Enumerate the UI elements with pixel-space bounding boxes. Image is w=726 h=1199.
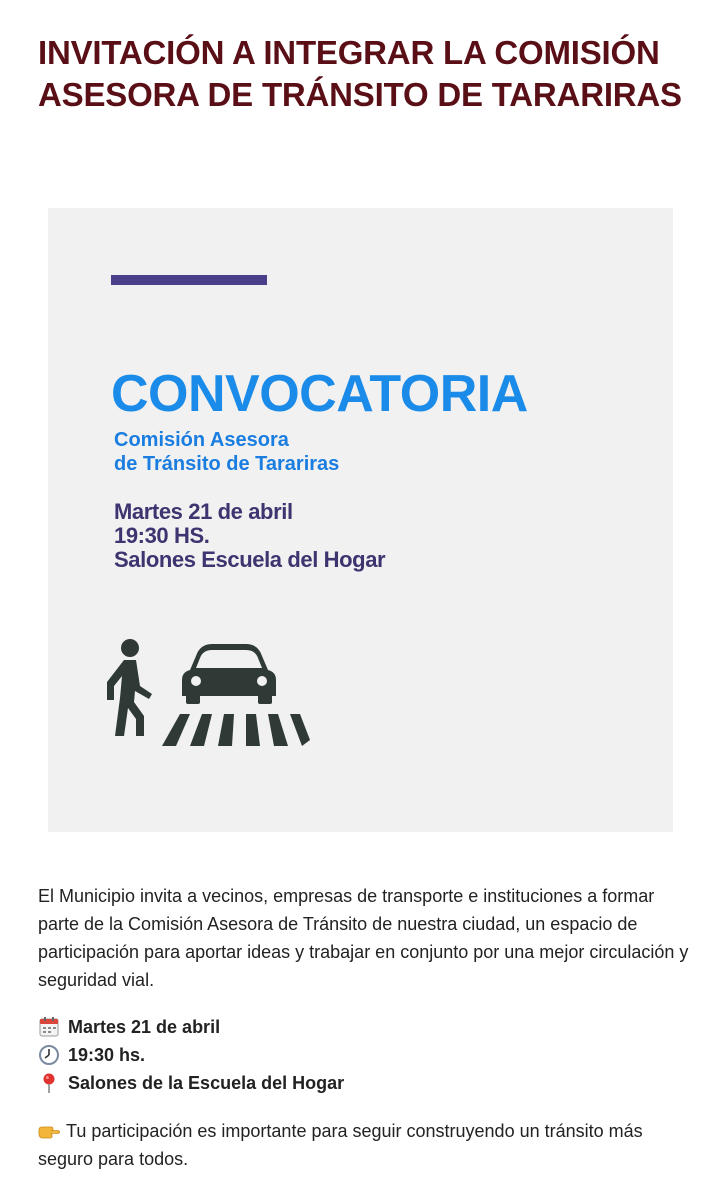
pointing-hand-icon	[38, 1122, 60, 1140]
poster-subtitle-line-1: Comisión Asesora	[114, 429, 289, 451]
poster-time: 19:30 HS.	[114, 523, 210, 548]
event-details	[38, 1013, 693, 1097]
event-date-line	[38, 1013, 693, 1041]
closing-sentence: Tu participación es importante para seguir construyendo un tránsito más seguro para todos.	[38, 1121, 643, 1169]
traffic-illustration	[100, 636, 310, 748]
event-poster	[48, 208, 673, 832]
pedestrian-icon	[107, 639, 152, 736]
poster-accent-bar	[111, 275, 267, 285]
page-title: INVITACIÓN A INTEGRAR LA COMISIÓN ASESORA DE TRÁNSITO DE TARARIRAS	[38, 34, 682, 113]
calendar-icon	[38, 1016, 60, 1038]
event-date: Martes 21 de abril	[68, 1017, 221, 1037]
event-venue-line	[38, 1069, 693, 1097]
poster-details	[114, 500, 385, 572]
poster-subtitle-line-2: de Tránsito de Tarariras	[114, 453, 340, 475]
closing-text	[38, 1117, 693, 1173]
poster-date: Martes 21 de abril	[114, 499, 293, 524]
event-time: 19:30 hs.	[68, 1045, 146, 1065]
event-time-line	[38, 1041, 693, 1069]
poster-subtitle	[114, 428, 339, 476]
crosswalk-icon	[162, 714, 310, 746]
car-icon	[182, 644, 276, 704]
clock-icon	[38, 1044, 60, 1066]
poster-venue: Salones Escuela del Hogar	[114, 547, 386, 572]
body-paragraph: El Municipio invita a vecinos, empresas de transporte e instituciones a formar parte de la Comisión Asesora de Tránsito de nuestra ciudad, un espacio de participación para aportar ideas y trabajar en conjunto por una mejor circulación y seguridad vial.	[38, 886, 689, 990]
pin-icon	[38, 1072, 60, 1094]
event-venue: Salones de la Escuela del Hogar	[68, 1073, 345, 1093]
poster-heading: CONVOCATORIA	[111, 365, 528, 423]
